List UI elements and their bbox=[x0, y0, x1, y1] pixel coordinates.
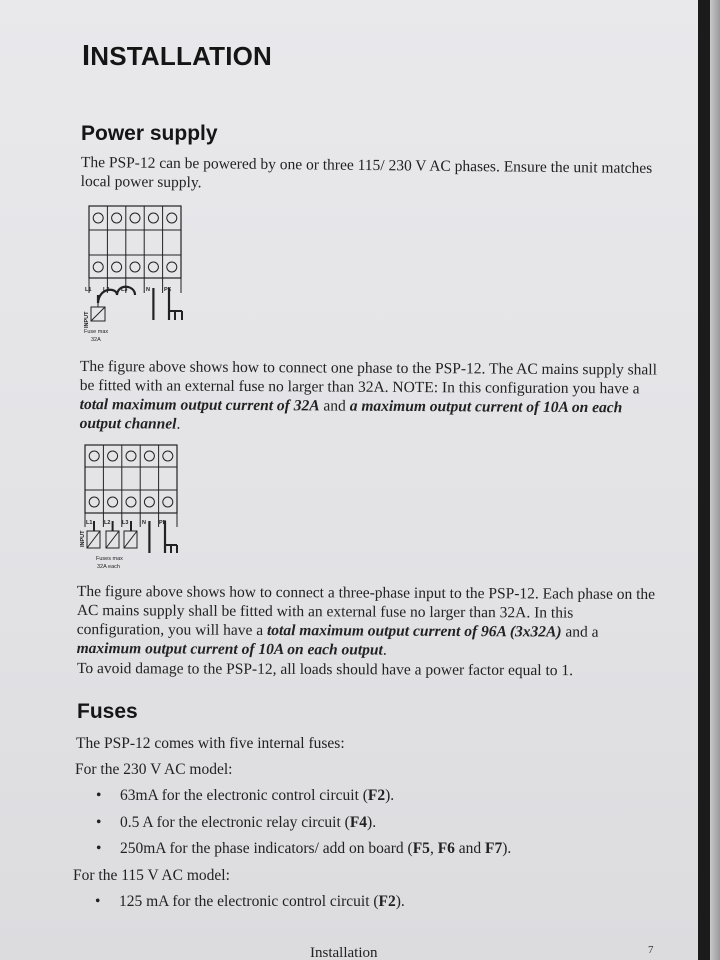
terminal-label-l1: L1 bbox=[86, 520, 93, 526]
section-title-power-supply: Power supply bbox=[81, 122, 218, 145]
single-phase-paragraph: The figure above shows how to connect one phase to the PSP-12. The AC mains supply shall be fitted with an external fuse no larger than 32A. NOTE: In this configuration you have a total maximum output current of 32A and a maximum output current of 10A on each output channel. bbox=[79, 357, 657, 433]
power-factor-note: To avoid damage to the PSP-12, all loads should have a power factor equal to 1. bbox=[76, 660, 574, 680]
fuse-label-line1: Fuse max bbox=[84, 329, 109, 335]
section-title-fuses: Fuses bbox=[77, 700, 138, 723]
page-number: 7 bbox=[648, 944, 654, 956]
model-115-label: For the 115 V AC model: bbox=[73, 867, 230, 884]
terminal-label-l2: L2 bbox=[103, 287, 110, 293]
page-edge bbox=[710, 0, 720, 960]
terminal-label-l3: L3 bbox=[121, 287, 128, 293]
terminal-label-l2: L2 bbox=[104, 520, 111, 526]
list-item: • 0.5 A for the electronic relay circuit (F4). bbox=[96, 814, 377, 831]
footer-section-name: Installation bbox=[310, 945, 378, 960]
model-230-label: For the 230 V AC model: bbox=[75, 761, 233, 778]
terminal-label-pe: PE bbox=[164, 287, 172, 293]
list-item: • 63mA for the electronic control circuit (F2). bbox=[96, 787, 395, 804]
terminal-label-n: N bbox=[146, 287, 150, 293]
input-label: INPUT bbox=[84, 311, 90, 328]
three-phase-paragraph: The figure above shows how to connect a three-phase input to the PSP-12. Each phase on the AC mains supply shall be fitted with an external fuse no larger than 32A. In this configuration, you will have a total maximum output current of 96A (3x32A) and a maximum output current of 10A on each output. bbox=[76, 583, 656, 659]
fuse-label-line2: 32A bbox=[91, 337, 101, 343]
fuses-intro: The PSP-12 comes with five internal fuses: bbox=[76, 735, 345, 752]
single-phase-wiring-diagram bbox=[83, 203, 188, 346]
terminal-label-l1: L1 bbox=[85, 287, 92, 293]
list-item: • 250mA for the phase indicators/ add on board (F5, F6 and F7). bbox=[96, 840, 512, 857]
three-phase-wiring-diagram bbox=[78, 443, 183, 573]
list-item: • 125 mA for the electronic control circuit (F2). bbox=[95, 893, 405, 910]
page-title: INSTALLATION bbox=[82, 40, 273, 72]
terminal-label-pe: PE bbox=[159, 520, 167, 526]
fuse-label-line2: 32A each bbox=[97, 564, 120, 570]
terminal-label-n: N bbox=[142, 520, 146, 526]
input-label: INPUT bbox=[80, 530, 86, 547]
fuse-label-line1: Fuses max bbox=[96, 556, 123, 562]
terminal-label-l3: L3 bbox=[122, 520, 129, 526]
power-supply-intro: The PSP-12 can be powered by one or three 115/ 230 V AC phases. Ensure the unit matches local power supply. bbox=[80, 153, 653, 192]
